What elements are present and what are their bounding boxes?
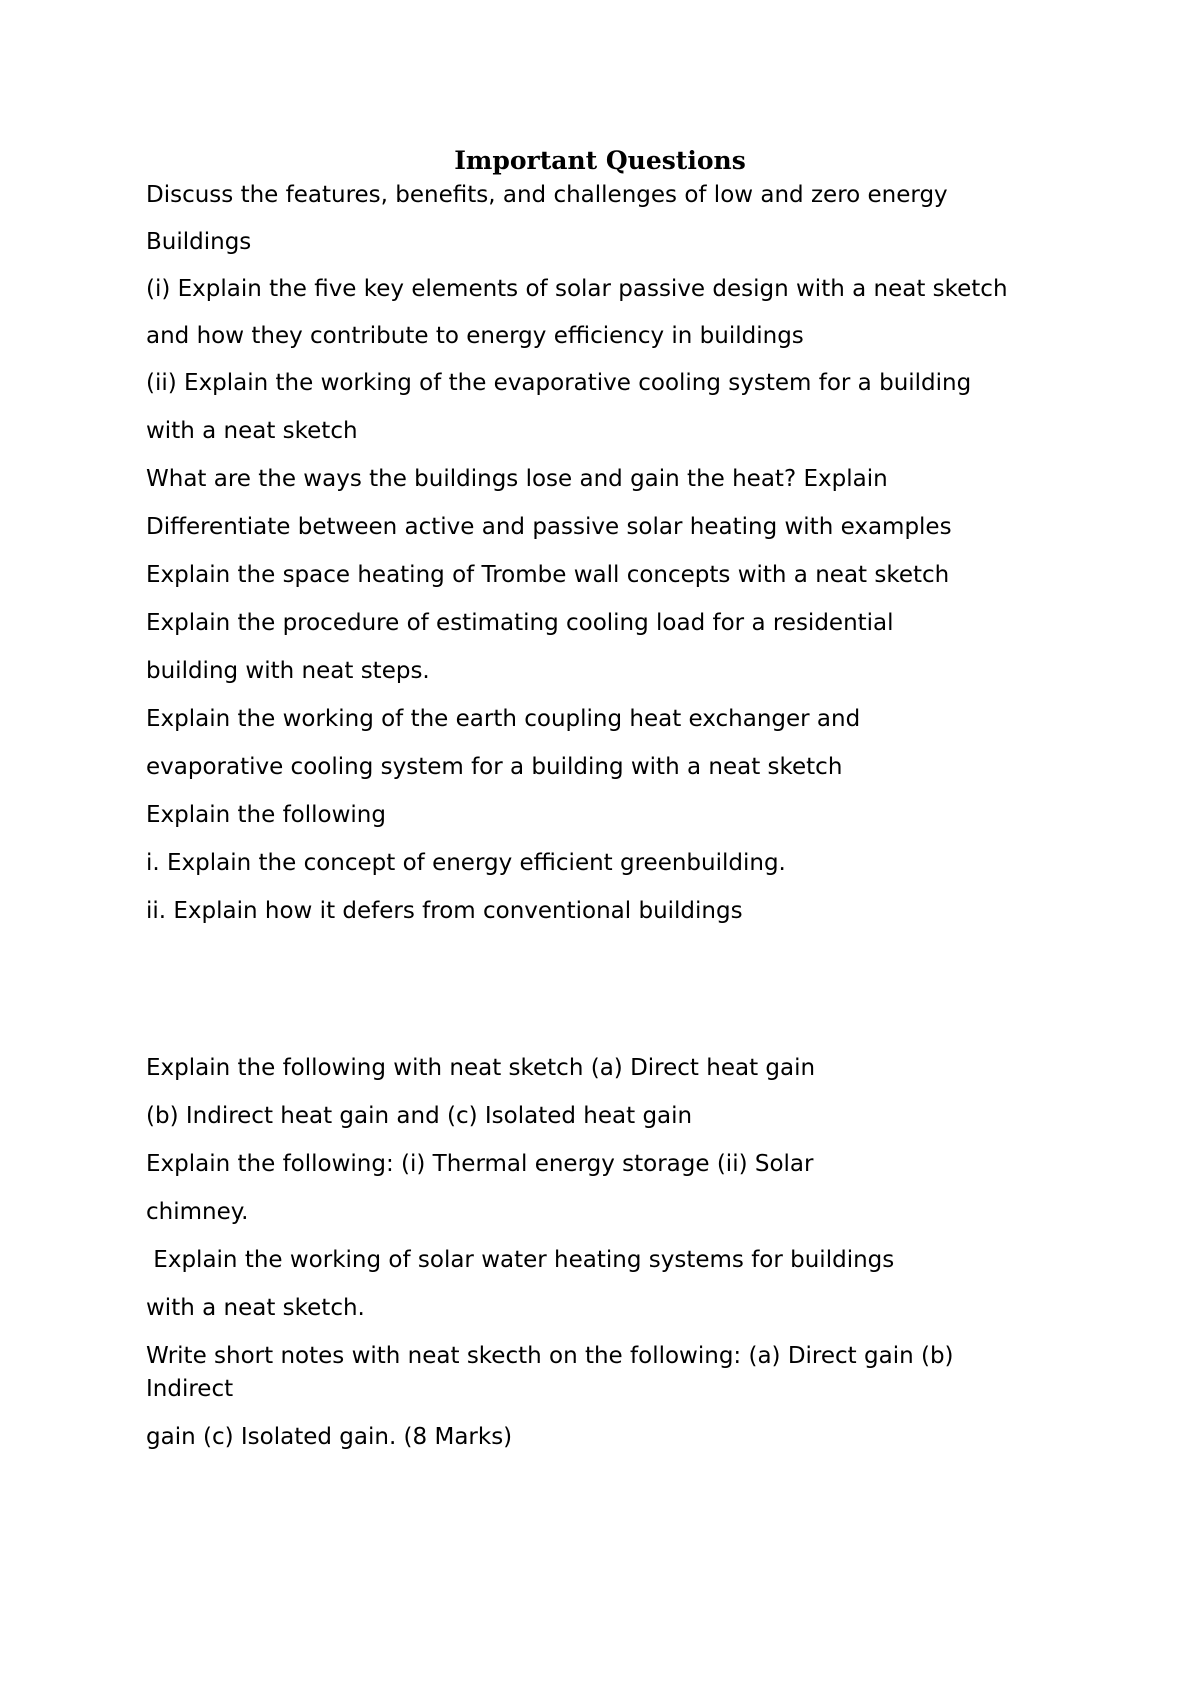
- text-line: evaporative cooling system for a building with a neat sketch: [146, 754, 843, 780]
- text-line: Explain the procedure of estimating cooling load for a residential: [146, 610, 894, 636]
- text-line: with a neat sketch: [146, 418, 358, 444]
- text-line: Write short notes with neat skecth on the following: (a) Direct gain (b): [146, 1343, 954, 1369]
- text-line: Explain the following: (i) Thermal energy storage (ii) Solar: [146, 1151, 814, 1177]
- text-line: Buildings: [146, 229, 252, 255]
- text-line: What are the ways the buildings lose and gain the heat? Explain: [146, 466, 888, 492]
- text-line: Explain the space heating of Trombe wall concepts with a neat sketch: [146, 562, 950, 588]
- text-line: building with neat steps.: [146, 658, 430, 684]
- text-line: Indirect: [146, 1376, 234, 1402]
- text-line: (b) Indirect heat gain and (c) Isolated heat gain: [146, 1103, 693, 1129]
- text-line: Explain the working of the earth coupling heat exchanger and: [146, 706, 861, 732]
- text-line: chimney.: [146, 1199, 249, 1225]
- text-line: (i) Explain the five key elements of solar passive design with a neat sketch: [146, 276, 1008, 302]
- page-title: Important Questions: [454, 146, 746, 175]
- text-line: Explain the following: [146, 802, 386, 828]
- text-line: (ii) Explain the working of the evaporative cooling system for a building: [146, 370, 972, 396]
- text-line: ii. Explain how it defers from conventional buildings: [146, 898, 743, 924]
- text-line: Explain the following with neat sketch (a) Direct heat gain: [146, 1055, 816, 1081]
- text-line: Explain the working of solar water heating systems for buildings: [146, 1247, 895, 1273]
- text-line: and how they contribute to energy efficiency in buildings: [146, 323, 804, 349]
- text-line: with a neat sketch.: [146, 1295, 365, 1321]
- text-line: Discuss the features, benefits, and challenges of low and zero energy: [146, 182, 948, 208]
- text-line: Differentiate between active and passive solar heating with examples: [146, 514, 952, 540]
- text-line: i. Explain the concept of energy efficient greenbuilding.: [146, 850, 786, 876]
- text-line: gain (c) Isolated gain. (8 Marks): [146, 1424, 513, 1450]
